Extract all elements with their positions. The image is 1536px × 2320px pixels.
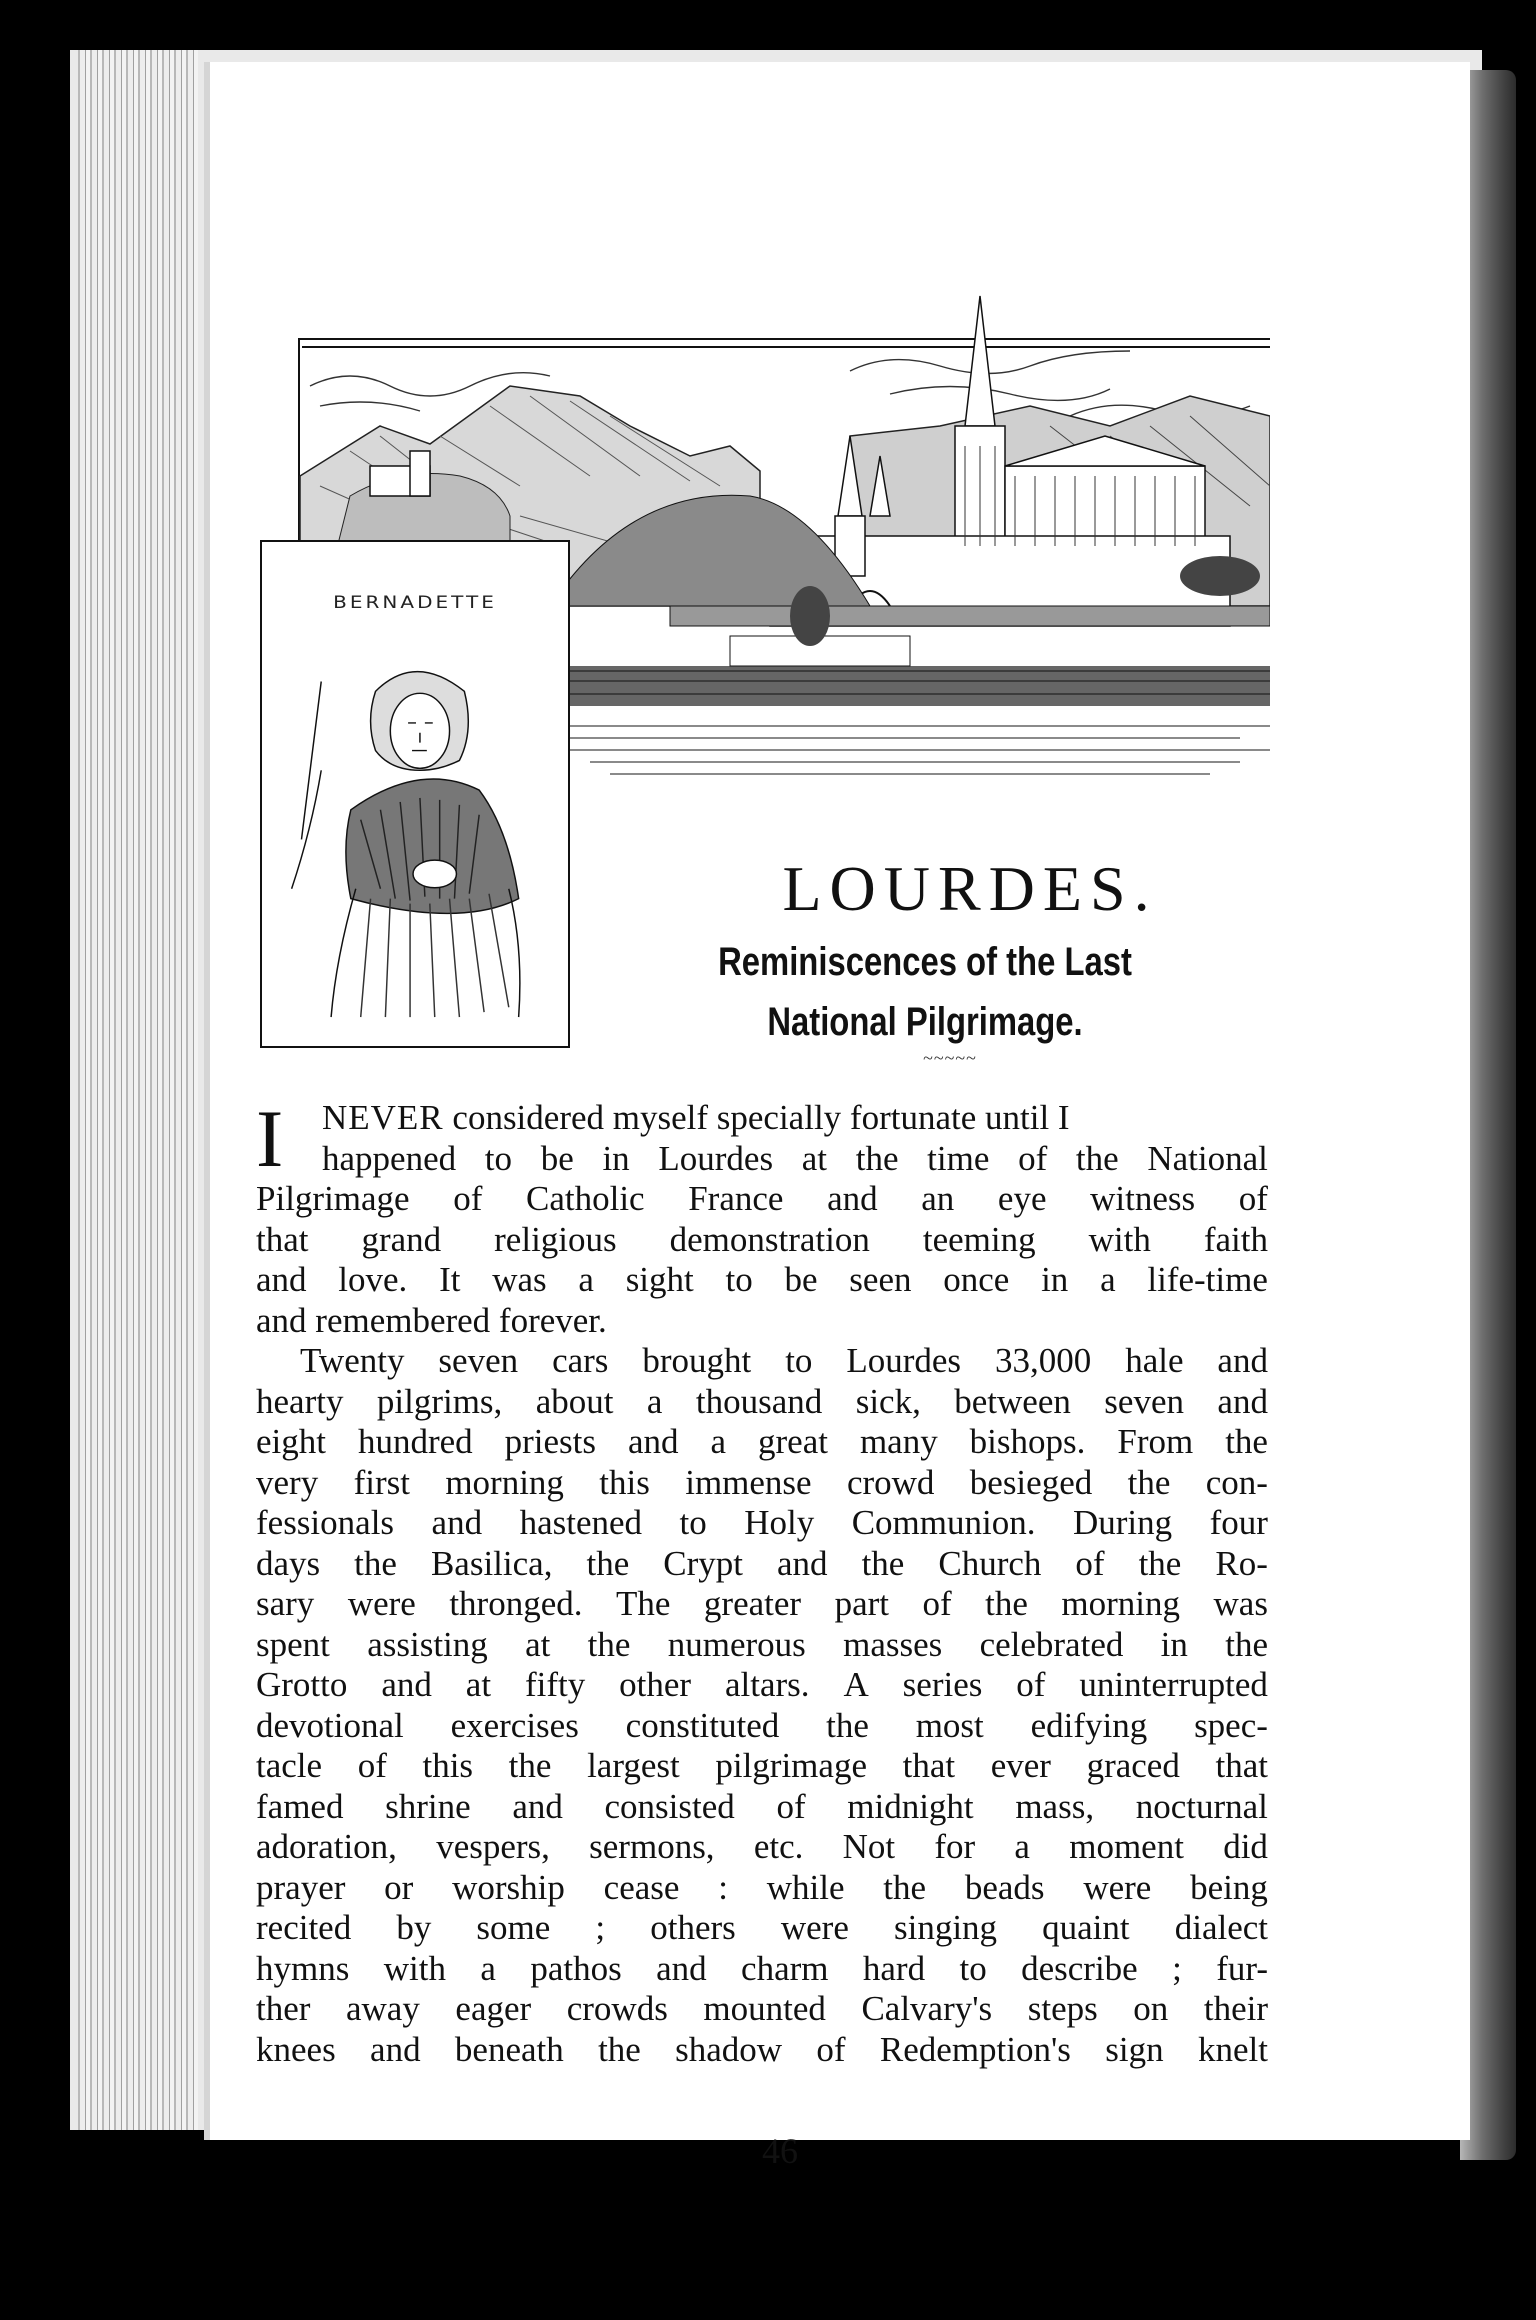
- word: that: [902, 1746, 956, 1785]
- article-title: LOURDES.: [782, 853, 1158, 924]
- article-line: [256, 1949, 1268, 1990]
- word: the: [1127, 1462, 1171, 1502]
- word: quaint: [1042, 1908, 1130, 1947]
- article-line: [256, 1787, 1268, 1828]
- word: once: [943, 1260, 1010, 1299]
- word: immense: [685, 1462, 812, 1502]
- word: the: [586, 1543, 630, 1583]
- first-word: NEVER: [322, 1098, 444, 1137]
- word: at: [465, 1665, 492, 1704]
- article-line: [256, 1827, 1268, 1868]
- word: Catholic: [526, 1179, 645, 1218]
- word: Basilica,: [430, 1543, 553, 1583]
- word: demonstration: [669, 1219, 870, 1259]
- word: spec-: [1194, 1705, 1268, 1745]
- word: faith: [1203, 1219, 1268, 1259]
- word: being: [1190, 1867, 1268, 1907]
- word: hearty: [256, 1381, 344, 1421]
- word: recited: [256, 1908, 352, 1947]
- word: many: [859, 1422, 938, 1461]
- bernadette-portrait: [260, 540, 570, 1048]
- word: the: [826, 1705, 869, 1745]
- drop-cap: I: [256, 1093, 284, 1184]
- word: was: [492, 1260, 547, 1299]
- word: adoration,: [256, 1827, 397, 1866]
- word: famed: [256, 1786, 344, 1826]
- word: of: [357, 1746, 387, 1785]
- word: and: [656, 1948, 707, 1988]
- word: vespers,: [436, 1827, 550, 1866]
- word: or: [384, 1867, 414, 1907]
- word: Redemption's: [879, 2029, 1071, 2069]
- word: witness: [1090, 1179, 1196, 1218]
- page-edges: [78, 50, 198, 2130]
- word: ever: [990, 1746, 1051, 1785]
- word: this: [422, 1746, 474, 1785]
- word: at: [801, 1138, 828, 1178]
- word: life-time: [1147, 1260, 1268, 1299]
- word: :: [718, 1867, 728, 1907]
- word: Holy: [744, 1503, 815, 1542]
- word: for: [934, 1827, 976, 1866]
- word: the: [1138, 1543, 1182, 1583]
- word: between: [954, 1381, 1071, 1421]
- word: eye: [997, 1179, 1047, 1218]
- article-line: [256, 1260, 1268, 1301]
- word: steps: [1027, 1989, 1098, 2028]
- word: to: [785, 1341, 813, 1380]
- word: constituted: [625, 1705, 780, 1745]
- word: worship: [452, 1867, 565, 1907]
- word: seen: [849, 1260, 912, 1299]
- word: Pilgrimage: [256, 1179, 410, 1218]
- word: of: [1018, 1138, 1048, 1178]
- article-line: [256, 1463, 1268, 1504]
- word: nocturnal: [1135, 1786, 1268, 1826]
- word: From: [1117, 1422, 1194, 1461]
- word: of: [816, 2029, 846, 2069]
- word: ther: [256, 1989, 311, 2028]
- word: cars: [552, 1341, 609, 1380]
- article-line: [256, 1341, 1268, 1382]
- word: eager: [455, 1989, 532, 2028]
- word: the: [508, 1746, 552, 1785]
- word: charm: [741, 1948, 829, 1988]
- word: of: [1016, 1665, 1046, 1704]
- word: the: [855, 1138, 899, 1178]
- page-number: 46: [762, 2131, 798, 2171]
- word: of: [1075, 1543, 1105, 1583]
- word: ;: [1172, 1948, 1182, 1988]
- article-line: [256, 1868, 1268, 1909]
- word: to: [959, 1948, 987, 1988]
- word: knees: [256, 2029, 336, 2069]
- word: four: [1209, 1503, 1268, 1542]
- word: sign: [1105, 2029, 1164, 2069]
- word: by: [396, 1908, 432, 1947]
- word: and: [1217, 1341, 1268, 1380]
- bernadette-illustration: [262, 542, 568, 1046]
- article-line: [256, 1503, 1268, 1544]
- word: hard: [862, 1948, 926, 1988]
- word: sermons,: [589, 1827, 715, 1866]
- word: ;: [595, 1908, 606, 1947]
- word: grand: [361, 1219, 442, 1259]
- word: fur-: [1216, 1948, 1268, 1988]
- word: consisted: [604, 1786, 735, 1826]
- word: Twenty: [300, 1341, 405, 1380]
- word: the: [985, 1584, 1028, 1623]
- word: tacle: [256, 1746, 323, 1785]
- word: spent: [256, 1624, 330, 1664]
- word: thousand: [695, 1381, 823, 1421]
- word: cease: [603, 1867, 680, 1907]
- word: fifty: [524, 1665, 586, 1704]
- word: pilgrimage: [715, 1746, 867, 1785]
- word: were: [1083, 1867, 1152, 1907]
- word: shrine: [385, 1786, 471, 1826]
- word: A: [843, 1665, 869, 1704]
- portrait-caption: BERNADETTE: [333, 591, 497, 613]
- title-ornament: ~~~~~: [923, 1048, 977, 1068]
- word: seven: [438, 1341, 519, 1380]
- word: prayer: [256, 1867, 346, 1907]
- word: During: [1072, 1503, 1173, 1542]
- word: teeming: [922, 1219, 1036, 1259]
- word: on: [1133, 1989, 1169, 2028]
- word: the: [883, 1867, 927, 1907]
- word: greater: [703, 1584, 802, 1623]
- word: describe: [1021, 1948, 1138, 1988]
- word: crowds: [566, 1989, 668, 2028]
- word: and: [627, 1422, 679, 1461]
- word: to: [679, 1503, 707, 1542]
- word: uninterrupted: [1079, 1665, 1268, 1704]
- word: away: [345, 1989, 420, 2028]
- word: a: [646, 1381, 663, 1421]
- article-line: [256, 1139, 1268, 1180]
- word: edifying: [1030, 1705, 1148, 1745]
- word: their: [1203, 1989, 1268, 2028]
- word: the: [587, 1624, 631, 1664]
- word: was: [1213, 1584, 1268, 1623]
- word: dialect: [1174, 1908, 1268, 1947]
- word: and: [431, 1503, 483, 1542]
- word: Grotto: [256, 1665, 348, 1704]
- word: crowd: [846, 1462, 935, 1502]
- word: hundred: [357, 1422, 473, 1461]
- word: singing: [893, 1908, 998, 1947]
- word: the: [1225, 1624, 1268, 1664]
- article-line: [256, 1746, 1268, 1787]
- word: pathos: [530, 1948, 622, 1988]
- word: con-: [1205, 1462, 1268, 1502]
- word: of: [776, 1786, 806, 1826]
- word: and: [370, 2029, 421, 2069]
- word: 33,000: [995, 1341, 1092, 1380]
- word: brought: [642, 1341, 752, 1380]
- word: morning: [445, 1462, 564, 1502]
- word: were: [347, 1584, 416, 1623]
- word: part: [834, 1584, 889, 1623]
- subtitle-line-2: National Pilgrimage.: [767, 1000, 1083, 1044]
- article-line: [256, 1908, 1268, 1949]
- word: the: [861, 1543, 905, 1583]
- word: great: [758, 1422, 828, 1461]
- subtitle-line-1: Reminiscences of the Last: [718, 940, 1132, 984]
- word: altars.: [725, 1665, 810, 1704]
- word: Communion.: [851, 1503, 1036, 1542]
- word: a: [578, 1260, 594, 1299]
- word: beads: [964, 1867, 1045, 1907]
- word: exercises: [450, 1705, 579, 1745]
- word: eight: [256, 1422, 326, 1461]
- word: an: [921, 1179, 955, 1218]
- word: others: [650, 1908, 736, 1947]
- word: bishops.: [969, 1422, 1086, 1461]
- word: etc.: [753, 1827, 804, 1866]
- word: the: [354, 1543, 397, 1583]
- word: religious: [494, 1219, 617, 1259]
- word: Crypt: [663, 1543, 743, 1583]
- word: devotional: [256, 1705, 404, 1745]
- word: to: [725, 1260, 753, 1299]
- word: first: [353, 1462, 410, 1502]
- word: that: [1215, 1746, 1268, 1785]
- word: be: [784, 1260, 818, 1299]
- article-line: [256, 1625, 1268, 1666]
- article-line: [256, 1665, 1268, 1706]
- word: masses: [843, 1624, 943, 1664]
- word: and: [827, 1179, 878, 1218]
- word: hastened: [519, 1503, 643, 1542]
- word: France: [688, 1179, 784, 1218]
- word: and: [777, 1543, 828, 1583]
- word: with: [383, 1948, 446, 1988]
- word: a: [1014, 1827, 1030, 1866]
- article-line: NEVER considered myself specially fortunate until I: [322, 1098, 1070, 1137]
- article-line: [256, 2030, 1268, 2071]
- word: the: [598, 2029, 641, 2069]
- word: fessionals: [256, 1503, 395, 1542]
- word: happened: [322, 1138, 457, 1178]
- word: some: [476, 1908, 551, 1947]
- word: very: [256, 1462, 319, 1502]
- word: other: [619, 1665, 692, 1704]
- article-line: [256, 1544, 1268, 1585]
- word: at: [525, 1624, 551, 1664]
- word: series: [902, 1665, 983, 1704]
- word: were: [780, 1908, 849, 1947]
- word: shadow: [675, 2029, 783, 2069]
- word: in: [602, 1138, 630, 1178]
- article-line: [256, 1220, 1268, 1261]
- word: love.: [338, 1260, 408, 1299]
- word: Lourdes: [658, 1138, 774, 1178]
- word: hymns: [256, 1948, 350, 1988]
- word: sick,: [855, 1381, 921, 1421]
- word: Church: [938, 1543, 1042, 1583]
- word: numerous: [667, 1624, 806, 1664]
- word: largest: [587, 1746, 680, 1785]
- word: of: [922, 1584, 952, 1623]
- word: this: [599, 1462, 650, 1502]
- word: seven: [1104, 1381, 1184, 1421]
- article-line: [256, 1989, 1268, 2030]
- word: priests: [504, 1422, 597, 1461]
- word: and: [256, 1260, 307, 1299]
- word: in: [1160, 1624, 1188, 1664]
- word: The: [616, 1584, 671, 1623]
- word: Lourdes: [846, 1341, 962, 1380]
- word: be: [540, 1138, 574, 1178]
- word: of: [453, 1179, 483, 1218]
- word: with: [1088, 1219, 1151, 1259]
- word: and: [1217, 1381, 1268, 1421]
- word: the: [1225, 1422, 1268, 1461]
- word: the: [1075, 1138, 1119, 1178]
- word: hale: [1125, 1341, 1184, 1380]
- article-body: [256, 1093, 1268, 2070]
- word: besieged: [969, 1462, 1093, 1502]
- word: did: [1223, 1827, 1268, 1866]
- word: moment: [1069, 1827, 1184, 1866]
- word: in: [1041, 1260, 1069, 1299]
- word: and: [512, 1786, 563, 1826]
- word: Not: [842, 1827, 896, 1866]
- word: graced: [1086, 1746, 1180, 1785]
- word: days: [256, 1543, 321, 1583]
- word: celebrated: [979, 1624, 1124, 1664]
- article-line: [256, 1584, 1268, 1625]
- word: thronged.: [449, 1584, 583, 1623]
- article-line: [256, 1422, 1268, 1463]
- word: most: [915, 1705, 984, 1745]
- word: a: [480, 1948, 496, 1988]
- word: Ro-: [1215, 1543, 1268, 1583]
- article-line: and remembered forever.: [256, 1300, 607, 1340]
- article-line: [256, 1382, 1268, 1423]
- article-subtitle: [659, 932, 1192, 1052]
- word: to: [484, 1138, 513, 1178]
- word: assisting: [367, 1624, 488, 1664]
- word: that: [256, 1219, 309, 1259]
- word: pilgrims,: [376, 1381, 503, 1421]
- word: beneath: [454, 2029, 564, 2069]
- word: a: [710, 1422, 727, 1461]
- word: It: [439, 1260, 461, 1299]
- word: mass,: [1015, 1786, 1095, 1826]
- word: time: [927, 1138, 990, 1178]
- word: of: [1238, 1179, 1268, 1218]
- word: morning: [1061, 1584, 1181, 1623]
- word: sary: [256, 1584, 315, 1623]
- word: Calvary's: [861, 1989, 993, 2028]
- word: National: [1147, 1138, 1268, 1178]
- word: while: [766, 1867, 845, 1907]
- word: mounted: [703, 1989, 826, 2028]
- word: midnight: [847, 1786, 974, 1826]
- word: sight: [625, 1260, 694, 1299]
- article-line: [256, 1706, 1268, 1747]
- article-line: [256, 1179, 1268, 1220]
- word: about: [535, 1381, 614, 1421]
- word: and: [381, 1665, 432, 1704]
- word: a: [1100, 1260, 1116, 1299]
- word: knelt: [1197, 2029, 1268, 2069]
